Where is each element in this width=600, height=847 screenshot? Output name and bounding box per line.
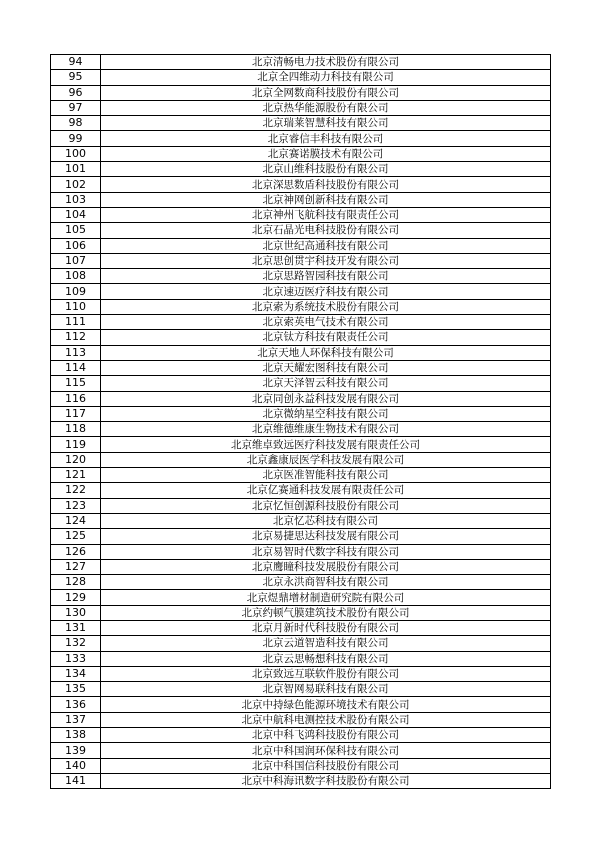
table-row [51,85,551,100]
row-number: 128 [51,575,101,590]
company-name: 北京维德维康生物技术有限公司 [101,422,551,437]
company-name: 北京天耀宏图科技有限公司 [101,360,551,375]
company-name: 北京亿赛通科技发展有限责任公司 [101,483,551,498]
company-name: 北京热华能源股份有限公司 [101,100,551,115]
company-name: 北京中航科电测控技术股份有限公司 [101,712,551,727]
company-name: 北京永洪商智科技有限公司 [101,575,551,590]
table-row [51,743,551,758]
table-row [51,55,551,70]
table-row [51,238,551,253]
table-row [51,513,551,528]
row-number: 135 [51,682,101,697]
row-number: 116 [51,391,101,406]
row-number: 126 [51,544,101,559]
company-name: 北京索为系统技术股份有限公司 [101,299,551,314]
company-name: 北京医准智能科技有限公司 [101,468,551,483]
company-name: 北京中持绿色能源环境技术有限公司 [101,697,551,712]
company-name: 北京中科海讯数字科技股份有限公司 [101,773,551,788]
table-row [51,207,551,222]
row-number: 96 [51,85,101,100]
table-row [51,575,551,590]
row-number: 107 [51,253,101,268]
company-name: 北京全网数商科技股份有限公司 [101,85,551,100]
row-number: 130 [51,605,101,620]
row-number: 101 [51,162,101,177]
row-number: 137 [51,712,101,727]
table-row [51,406,551,421]
table-row [51,728,551,743]
row-number: 120 [51,452,101,467]
company-name: 北京深思数盾科技股份有限公司 [101,177,551,192]
row-number: 108 [51,269,101,284]
table-row [51,223,551,238]
company-name: 北京微纳星空科技有限公司 [101,406,551,421]
row-number: 131 [51,620,101,635]
table-row [51,269,551,284]
row-number: 119 [51,437,101,452]
table-row [51,360,551,375]
table-row [51,620,551,635]
company-name: 北京神州飞航科技有限责任公司 [101,207,551,222]
table-row [51,682,551,697]
company-name: 北京全四维动力科技有限公司 [101,70,551,85]
table-row [51,116,551,131]
table-row [51,498,551,513]
table-row [51,605,551,620]
table-row [51,70,551,85]
company-name: 北京索英电气技术有限公司 [101,315,551,330]
table-row [51,299,551,314]
table-row [51,100,551,115]
table-row [51,666,551,681]
row-number: 123 [51,498,101,513]
row-number: 129 [51,590,101,605]
table-row [51,590,551,605]
company-name: 北京中科飞鸿科技股份有限公司 [101,728,551,743]
row-number: 111 [51,315,101,330]
row-number: 138 [51,728,101,743]
table-row [51,452,551,467]
table-row [51,483,551,498]
row-number: 113 [51,345,101,360]
table-row [51,345,551,360]
table-row [51,697,551,712]
company-name: 北京中科国信科技股份有限公司 [101,758,551,773]
table-row [51,422,551,437]
table-row [51,544,551,559]
table-row [51,391,551,406]
row-number: 122 [51,483,101,498]
row-number: 140 [51,758,101,773]
company-name: 北京瑞莱智慧科技有限公司 [101,116,551,131]
table-row [51,773,551,788]
company-name: 北京中科国润环保科技有限公司 [101,743,551,758]
row-number: 141 [51,773,101,788]
row-number: 103 [51,192,101,207]
row-number: 106 [51,238,101,253]
company-name: 北京易捷思达科技发展有限公司 [101,529,551,544]
table-row [51,162,551,177]
company-name: 北京神网创新科技有限公司 [101,192,551,207]
row-number: 132 [51,636,101,651]
row-number: 95 [51,70,101,85]
company-name: 北京速迈医疗科技有限公司 [101,284,551,299]
company-name: 北京忆芯科技有限公司 [101,513,551,528]
company-name: 北京清畅电力技术股份有限公司 [101,55,551,70]
row-number: 109 [51,284,101,299]
table-row [51,468,551,483]
row-number: 124 [51,513,101,528]
company-name: 北京思创贯宇科技开发有限公司 [101,253,551,268]
table-row [51,284,551,299]
row-number: 115 [51,376,101,391]
row-number: 98 [51,116,101,131]
company-name: 北京钛方科技有限责任公司 [101,330,551,345]
table-row [51,330,551,345]
company-name: 北京智网易联科技有限公司 [101,682,551,697]
row-number: 133 [51,651,101,666]
company-name: 北京云道智造科技有限公司 [101,636,551,651]
row-number: 110 [51,299,101,314]
table-row [51,437,551,452]
company-name: 北京睿信丰科技有限公司 [101,131,551,146]
company-name: 北京煜鼎增材制造研究院有限公司 [101,590,551,605]
row-number: 136 [51,697,101,712]
company-name: 北京维卓致远医疗科技发展有限责任公司 [101,437,551,452]
row-number: 99 [51,131,101,146]
company-name: 北京世纪高通科技有限公司 [101,238,551,253]
company-name: 北京天地人环保科技有限公司 [101,345,551,360]
company-name: 北京天泽智云科技有限公司 [101,376,551,391]
company-table [50,54,551,789]
row-number: 134 [51,666,101,681]
row-number: 105 [51,223,101,238]
table-row [51,758,551,773]
row-number: 114 [51,360,101,375]
company-name: 北京思路智园科技有限公司 [101,269,551,284]
row-number: 94 [51,55,101,70]
row-number: 139 [51,743,101,758]
row-number: 121 [51,468,101,483]
row-number: 102 [51,177,101,192]
company-list-page [50,54,550,789]
company-name: 北京山维科技股份有限公司 [101,162,551,177]
company-table-body [51,55,551,789]
table-row [51,177,551,192]
row-number: 97 [51,100,101,115]
table-row [51,315,551,330]
table-row [51,636,551,651]
company-name: 北京石晶光电科技股份有限公司 [101,223,551,238]
row-number: 104 [51,207,101,222]
row-number: 100 [51,146,101,161]
company-name: 北京约顿气膜建筑技术股份有限公司 [101,605,551,620]
company-name: 北京鹰瞳科技发展股份有限公司 [101,559,551,574]
row-number: 118 [51,422,101,437]
company-name: 北京同创永益科技发展有限公司 [101,391,551,406]
table-row [51,529,551,544]
row-number: 112 [51,330,101,345]
company-name: 北京易智时代数字科技有限公司 [101,544,551,559]
company-name: 北京赛诺膜技术有限公司 [101,146,551,161]
table-row [51,146,551,161]
table-row [51,131,551,146]
row-number: 117 [51,406,101,421]
row-number: 125 [51,529,101,544]
table-row [51,559,551,574]
company-name: 北京云思畅想科技有限公司 [101,651,551,666]
table-row [51,192,551,207]
company-name: 北京忆恒创源科技股份有限公司 [101,498,551,513]
table-row [51,651,551,666]
company-name: 北京月新时代科技股份有限公司 [101,620,551,635]
company-name: 北京致远互联软件股份有限公司 [101,666,551,681]
table-row [51,712,551,727]
row-number: 127 [51,559,101,574]
table-row [51,376,551,391]
company-name: 北京鑫康辰医学科技发展有限公司 [101,452,551,467]
table-row [51,253,551,268]
